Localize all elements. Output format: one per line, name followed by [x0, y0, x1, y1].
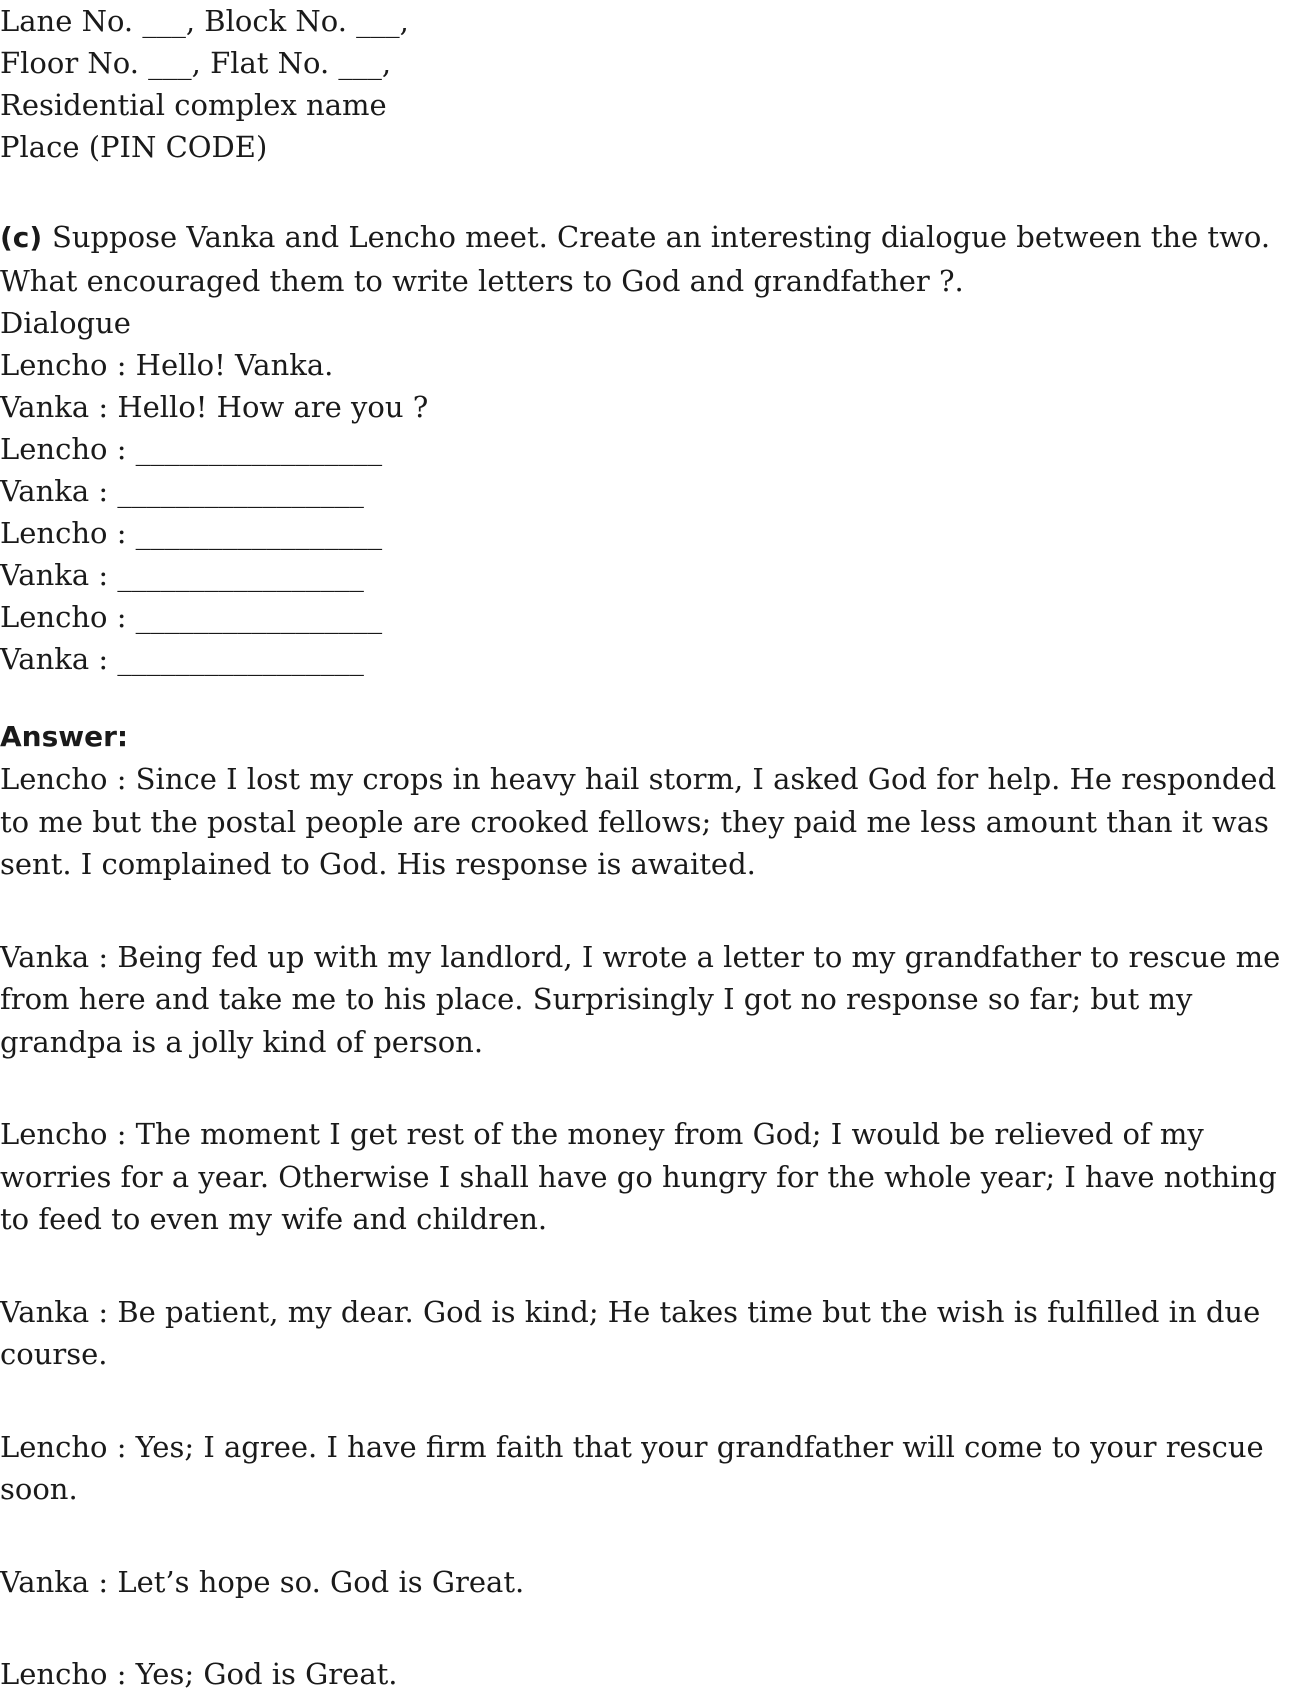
address-line-complex: Residential complex name: [0, 88, 387, 122]
question-text: [0, 216, 1292, 302]
address-line-lane: Lane No. ___, Block No. ___,: [0, 4, 409, 38]
dialogue-line-8: Vanka : _________________: [0, 642, 364, 676]
answer-paragraph-1: Lencho : Since I lost my crops in heavy hail storm, I asked God for help. He responded to me but the postal people are crooked fellows; they paid me less amount than it was sent. I complained to God. His response is awaited.: [0, 762, 1277, 881]
address-line-floor: Floor No. ___, Flat No. ___,: [0, 46, 392, 80]
answer-paragraph-3: Lencho : The moment I get rest of the money from God; I would be relieved of my worries for a year. Otherwise I shall have go hungry for the whole year; I have nothing to feed to even my wife and children.: [0, 1117, 1277, 1236]
answer-paragraph-5: Lencho : Yes; I agree. I have firm faith that your grandfather will come to your rescue soon.: [0, 1429, 1264, 1506]
spacer: [0, 680, 1292, 716]
answer-block: [0, 716, 1292, 1696]
address-line-place: Place (PIN CODE): [0, 130, 268, 164]
dialogue-line-7: Lencho : _________________: [0, 600, 383, 634]
spacer: [0, 1511, 1292, 1561]
answer-paragraph-2: Vanka : Being fed up with my landlord, I wrote a letter to my grandfather to rescue me from here and take me to his place. Surprisingly I got no response so far; but my grandpa is a jolly kind of person.: [0, 939, 1281, 1059]
spacer: [0, 1063, 1292, 1113]
dialogue-line-6: Vanka : _________________: [0, 558, 364, 592]
dialogue-line-4: Vanka : _________________: [0, 474, 364, 508]
address-block: [0, 0, 1292, 168]
answer-paragraph-6: Vanka : Let’s hope so. God is Great.: [0, 1564, 525, 1599]
spacer: [0, 1241, 1292, 1291]
spacer: [0, 1603, 1292, 1653]
spacer: [0, 886, 1292, 936]
dialogue-line-5: Lencho : _________________: [0, 516, 383, 550]
answer-paragraph-7: Lencho : Yes; God is Great.: [0, 1657, 398, 1691]
dialogue-heading: Dialogue: [0, 306, 131, 340]
dialogue-line-2: Vanka : Hello! How are you ?: [0, 390, 429, 424]
question-label: (c): [0, 221, 52, 254]
spacer: [0, 1376, 1292, 1426]
question-block: [0, 216, 1292, 680]
question-body: Suppose Vanka and Lencho meet. Create an interesting dialogue between the two. What encouraged them to write letters to God and grandfather ?.: [0, 220, 1271, 298]
dialogue-line-1: Lencho : Hello! Vanka.: [0, 348, 334, 382]
dialogue-line-3: Lencho : _________________: [0, 432, 383, 466]
answer-heading: Answer:: [0, 720, 129, 753]
answer-paragraph-4: Vanka : Be patient, my dear. God is kind; He takes time but the wish is fulfilled in due course.: [0, 1294, 1261, 1371]
spacer: [0, 168, 1292, 216]
